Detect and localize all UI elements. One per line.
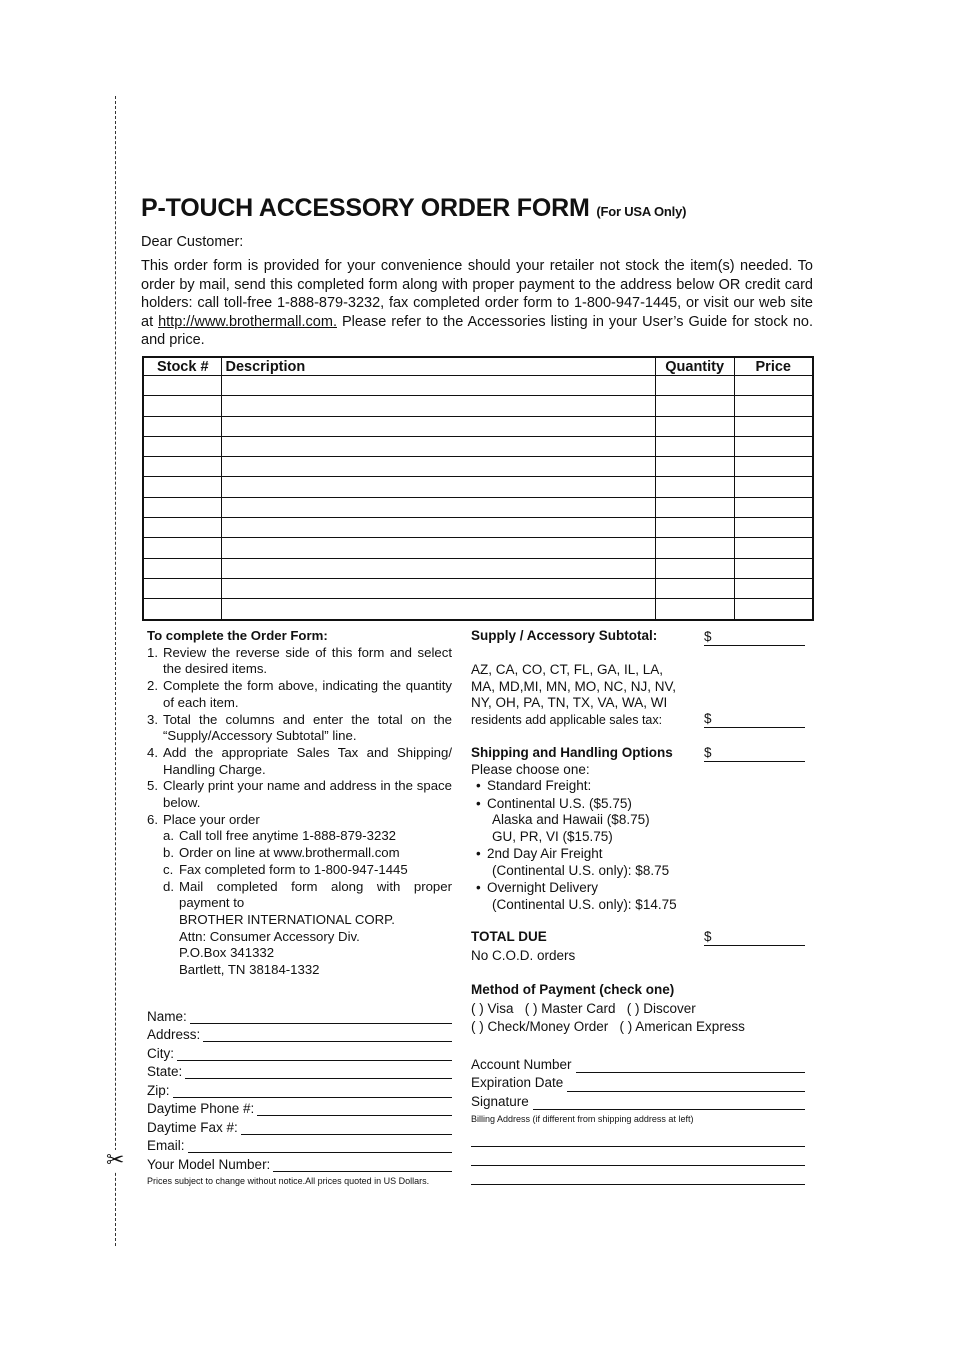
quantity-cell[interactable]	[655, 558, 734, 578]
payment-label: Method of Payment (check one)	[471, 982, 675, 997]
table-row	[143, 558, 813, 578]
step-item	[147, 645, 452, 678]
price-cell[interactable]	[734, 578, 813, 598]
customer-field-label: Daytime Fax #:	[147, 1119, 238, 1135]
instructions-heading: To complete the Order Form:	[147, 628, 328, 643]
step-item	[147, 812, 452, 829]
step-number: 6.	[147, 811, 158, 827]
sub-step-text: Fax completed form to 1-800-947-1445	[179, 861, 408, 877]
price-cell[interactable]	[734, 497, 813, 517]
currency-sign: $	[704, 710, 712, 726]
step-number: 4.	[147, 744, 158, 760]
table-row	[143, 396, 813, 416]
customer-field-label: City:	[147, 1045, 174, 1061]
page-title	[141, 194, 686, 223]
customer-field-input[interactable]	[257, 1102, 452, 1116]
description-cell[interactable]	[222, 558, 655, 578]
description-cell[interactable]	[222, 416, 655, 436]
intro-paragraph	[141, 257, 813, 350]
table-row	[143, 436, 813, 456]
stock-cell[interactable]	[143, 558, 222, 578]
account-label: Account Number	[471, 1056, 572, 1072]
scissors-icon: ✂	[106, 1148, 125, 1173]
stock-cell[interactable]	[143, 416, 222, 436]
shipping-option-label: 2nd Day Air Freight	[487, 846, 603, 861]
address-line: BROTHER INTERNATIONAL CORP.	[179, 911, 395, 927]
price-cell[interactable]	[734, 538, 813, 558]
step-item	[147, 678, 452, 711]
shipping-option-detail: (Continental U.S. only): $8.75	[492, 862, 670, 878]
sub-step-number: a.	[163, 828, 174, 844]
table-row	[143, 599, 813, 620]
header-stock: Stock #	[143, 357, 222, 376]
billing-address-line-3[interactable]	[471, 1166, 805, 1185]
step-text: Total the columns and enter the total on the “Supply/Accessory Subtotal” line.	[163, 711, 452, 744]
customer-field-row	[147, 1061, 452, 1080]
price-cell[interactable]	[734, 518, 813, 538]
price-cell[interactable]	[734, 376, 813, 396]
step-item	[147, 745, 452, 778]
intro-text: This order form is provided for your convenience should your retailer not stock the item(s) needed. To order by mail, send this completed form along with proper payment to the address below OR credit card holders: call toll-free 1-888-879-3232, fax completed order form to 1-800-947-1445, or visit our web site at	[141, 258, 813, 330]
description-cell[interactable]	[222, 396, 655, 416]
intro-text-end: Please refer to the Accessories listing in your User’s Guide for stock no. and price.	[141, 313, 813, 348]
customer-field-row	[147, 1079, 452, 1098]
order-items-table	[142, 356, 814, 621]
description-cell[interactable]	[222, 436, 655, 456]
table-row	[143, 518, 813, 538]
step-number: 5.	[147, 778, 158, 794]
step-text: Complete the form above, indicating the quantity of each item.	[163, 678, 452, 710]
step-number: 3.	[147, 711, 158, 727]
quantity-cell[interactable]	[655, 477, 734, 497]
price-cell[interactable]	[734, 457, 813, 477]
stock-cell[interactable]	[143, 457, 222, 477]
shipping-option[interactable]	[471, 778, 805, 795]
customer-field-row	[147, 1098, 452, 1117]
payment-options-2[interactable]: ( ) Check/Money Order ( ) American Express	[471, 1019, 745, 1034]
sub-step-text: Call toll free anytime 1-888-879-3232	[179, 828, 396, 844]
expiration-label: Expiration Date	[471, 1075, 564, 1090]
step-number: 2.	[147, 678, 158, 694]
customer-field-input[interactable]	[273, 1158, 452, 1172]
step-number: 1.	[147, 644, 158, 660]
step-text: Add the appropriate Sales Tax and Shipping/ Handling Charge.	[163, 744, 452, 777]
shipping-option-label: Standard Freight:	[487, 778, 592, 793]
price-cell[interactable]	[734, 558, 813, 578]
customer-field-input[interactable]	[188, 1139, 452, 1153]
fineprint: Prices subject to change without notice.All prices quoted in US Dollars.	[147, 1176, 430, 1186]
customer-field-label: Email:	[147, 1138, 185, 1153]
greeting: Dear Customer:	[141, 234, 244, 250]
customer-field-row	[147, 1116, 452, 1135]
cod-note: No C.O.D. orders	[471, 947, 576, 963]
stock-cell[interactable]	[143, 436, 222, 456]
sub-step-number: d.	[163, 878, 174, 894]
currency-sign: $	[704, 744, 712, 760]
title-main: P-TOUCH ACCESSORY ORDER FORM	[141, 194, 590, 222]
table-row	[143, 497, 813, 517]
sub-step-item	[163, 879, 452, 912]
address-line: Attn: Consumer Accessory Div.	[179, 928, 360, 944]
customer-field-label: Address:	[147, 1027, 201, 1042]
signature-label: Signature	[471, 1093, 529, 1109]
address-line: P.O.Box 341332	[179, 945, 275, 961]
sub-step-text: Mail completed form along with proper payment to	[179, 878, 452, 911]
price-cell[interactable]	[734, 396, 813, 416]
quantity-cell[interactable]	[655, 457, 734, 477]
currency-sign: $	[704, 928, 712, 944]
customer-field-row	[147, 1005, 452, 1024]
address-line: Bartlett, TN 38184-1332	[179, 962, 320, 978]
quantity-cell[interactable]	[655, 599, 734, 620]
billing-address-line-2[interactable]	[471, 1147, 805, 1166]
step-text: Place your order	[163, 811, 260, 827]
stock-cell[interactable]	[143, 578, 222, 598]
customer-field-row	[147, 1024, 452, 1043]
header-quantity: Quantity	[655, 357, 734, 376]
shipping-option[interactable]	[471, 846, 805, 879]
stock-cell[interactable]	[143, 396, 222, 416]
customer-field-label: Daytime Phone #:	[147, 1101, 255, 1116]
stock-cell[interactable]	[143, 477, 222, 497]
table-row	[143, 578, 813, 598]
bullet-icon: •	[476, 795, 481, 811]
tax-states-3: NY, OH, PA, TN, TX, VA, WA, WI	[471, 695, 668, 710]
table-row	[143, 376, 813, 396]
instructions	[147, 628, 452, 979]
currency-sign: $	[704, 628, 712, 644]
stock-cell[interactable]	[143, 518, 222, 538]
shipping-option[interactable]	[471, 880, 805, 913]
payment-options-1[interactable]: ( ) Visa ( ) Master Card ( ) Discover	[471, 1000, 696, 1016]
bullet-icon: •	[476, 880, 481, 895]
table-row	[143, 416, 813, 436]
shipping-option-label: Overnight Delivery	[487, 880, 599, 895]
billing-address-line-1[interactable]	[471, 1128, 805, 1147]
customer-field-label: Your Model Number:	[147, 1156, 271, 1172]
customer-field-row	[147, 1042, 452, 1061]
website-link[interactable]: http://www.brothermall.com.	[158, 313, 337, 330]
tax-states-2: MA, MD,MI, MN, MO, NC, NJ, NV,	[471, 678, 677, 694]
shipping-option-detail: (Continental U.S. only): $14.75	[492, 896, 677, 912]
sub-step-number: b.	[163, 845, 174, 861]
description-cell[interactable]	[222, 457, 655, 477]
tax-states-1: AZ, CA, CO, CT, FL, GA, IL, LA,	[471, 662, 664, 677]
stock-cell[interactable]	[143, 599, 222, 620]
customer-field-input[interactable]	[241, 1121, 452, 1135]
signature-field[interactable]	[533, 1096, 805, 1110]
step-item	[147, 778, 452, 811]
stock-cell[interactable]	[143, 376, 222, 396]
stock-cell[interactable]	[143, 538, 222, 558]
account-number-field[interactable]	[576, 1059, 805, 1073]
price-cell[interactable]	[734, 599, 813, 620]
step-item	[147, 712, 452, 745]
subtotal-field[interactable]	[704, 629, 805, 646]
quantity-cell[interactable]	[655, 497, 734, 517]
sales-tax-field[interactable]	[704, 711, 805, 728]
description-cell[interactable]	[222, 599, 655, 620]
quantity-cell[interactable]	[655, 396, 734, 416]
customer-field-label: Zip:	[147, 1082, 170, 1098]
subtotal-label: Supply / Accessory Subtotal:	[471, 628, 658, 643]
bullet-icon: •	[476, 778, 481, 793]
table-row	[143, 538, 813, 558]
price-cell[interactable]	[734, 477, 813, 497]
customer-info-fields	[147, 1005, 452, 1172]
total-label: TOTAL DUE	[471, 929, 547, 944]
customer-field-label: State:	[147, 1064, 183, 1079]
description-cell[interactable]	[222, 538, 655, 558]
sub-steps-list	[147, 828, 452, 912]
quantity-cell[interactable]	[655, 436, 734, 456]
customer-field-input[interactable]	[173, 1084, 452, 1098]
stock-cell[interactable]	[143, 497, 222, 517]
description-cell[interactable]	[222, 518, 655, 538]
total-field[interactable]	[704, 929, 805, 946]
description-cell[interactable]	[222, 497, 655, 517]
sub-step-text: Order on line at www.brothermall.com	[179, 845, 400, 861]
header-price: Price	[734, 357, 813, 376]
sub-step-item	[163, 862, 452, 879]
shipping-option-detail: Alaska and Hawaii ($8.75)	[492, 812, 650, 827]
expiration-date-field[interactable]	[567, 1078, 805, 1092]
customer-field-input[interactable]	[177, 1047, 452, 1061]
shipping-option-detail: GU, PR, VI ($15.75)	[492, 828, 613, 844]
shipping-label: Shipping and Handling Options	[471, 745, 673, 760]
mailing-address	[147, 912, 452, 979]
billing-note: Billing Address (if different from shipping address at left)	[471, 1114, 694, 1124]
step-text: Clearly print your name and address in the space below.	[163, 778, 452, 811]
shipping-option[interactable]	[471, 796, 805, 846]
title-sub: (For USA Only)	[596, 204, 687, 219]
price-cell[interactable]	[734, 416, 813, 436]
shipping-option-label: Continental U.S. ($5.75)	[487, 795, 632, 811]
order-summary	[471, 628, 805, 1185]
table-row	[143, 477, 813, 497]
tax-states-4: residents add applicable sales tax:	[471, 712, 663, 727]
customer-field-input[interactable]	[185, 1065, 452, 1079]
shipping-field[interactable]	[704, 745, 805, 762]
customer-field-row	[147, 1153, 452, 1172]
bullet-icon: •	[476, 846, 481, 861]
quantity-cell[interactable]	[655, 578, 734, 598]
sub-step-number: c.	[163, 861, 174, 877]
customer-field-input[interactable]	[190, 1010, 452, 1024]
sub-step-item	[163, 845, 452, 862]
customer-field-label: Name:	[147, 1008, 187, 1024]
customer-field-input[interactable]	[203, 1028, 452, 1042]
header-description: Description	[222, 357, 655, 376]
table-row	[143, 457, 813, 477]
step-text: Review the reverse side of this form and select the desired items.	[163, 644, 452, 677]
sub-step-item	[163, 828, 452, 845]
quantity-cell[interactable]	[655, 538, 734, 558]
quantity-cell[interactable]	[655, 376, 734, 396]
shipping-choose: Please choose one:	[471, 761, 590, 777]
customer-field-row	[147, 1135, 452, 1154]
description-cell[interactable]	[222, 578, 655, 598]
steps-list	[147, 645, 452, 829]
cut-line	[115, 96, 117, 1246]
price-cell[interactable]	[734, 436, 813, 456]
description-cell[interactable]	[222, 477, 655, 497]
quantity-cell[interactable]	[655, 416, 734, 436]
description-cell[interactable]	[222, 376, 655, 396]
shipping-options	[471, 778, 805, 913]
quantity-cell[interactable]	[655, 518, 734, 538]
